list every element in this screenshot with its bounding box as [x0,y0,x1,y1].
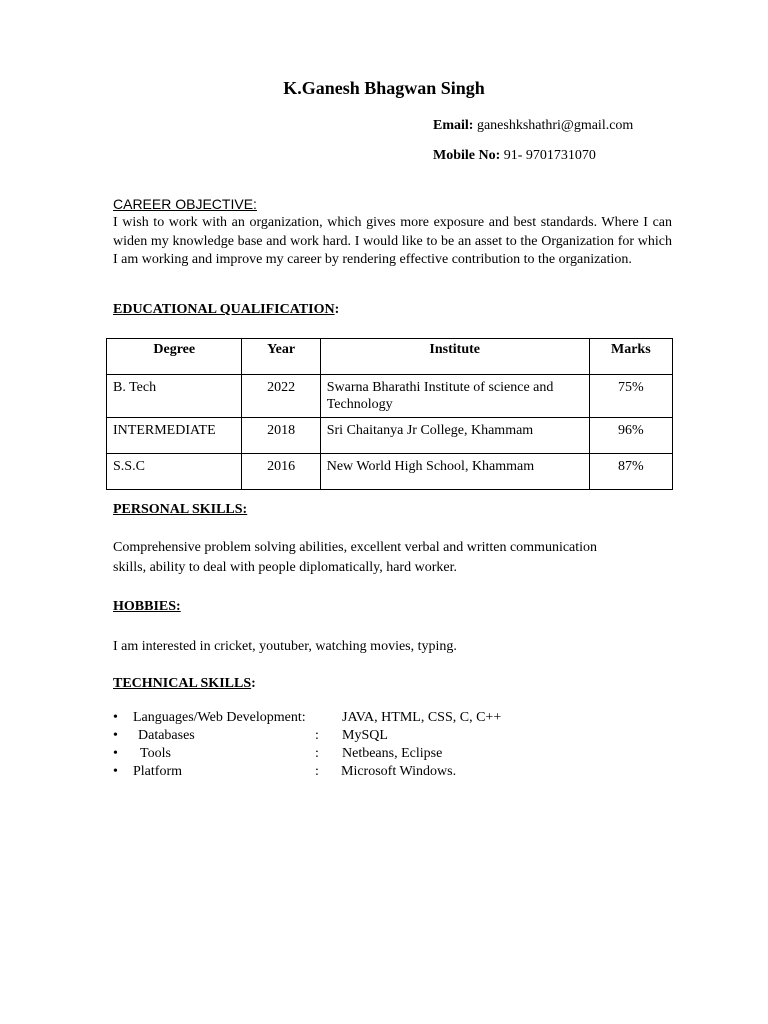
skill-label: Tools [140,746,171,761]
technical-skills-heading [113,676,256,692]
technical-skills-heading-suffix: : [251,676,256,691]
technical-skills-heading-label: TECHNICAL SKILLS [113,676,252,691]
table-header-row [107,339,673,375]
skill-value: Microsoft Windows. [341,764,457,779]
technical-skills-list [113,710,533,782]
email-line [433,118,633,134]
hobbies-heading: HOBBIES: [113,599,181,614]
education-table [106,338,673,490]
mobile-label: Mobile No: [433,148,501,163]
bullet-icon: • [113,746,118,761]
institute-cell: New World High School, Khammam [320,454,589,490]
bullet-icon: • [113,710,118,725]
email-label: Email: [433,118,474,133]
email-value: ganeshkshathri@gmail.com [476,118,634,133]
institute-cell: Swarna Bharathi Institute of science and Technology [320,375,589,418]
skill-label: Languages/Web Development: [133,710,306,725]
education-heading [113,302,339,318]
skill-label: Databases [138,728,195,743]
marks-cell: 75% [589,375,672,418]
education-heading-suffix: : [334,302,340,317]
skill-label: Platform [133,764,182,779]
resume-name: K.Ganesh Bhagwan Singh [283,78,485,98]
column-header-degree: Degree [107,339,242,375]
year-cell: 2022 [242,375,320,418]
skill-value: Netbeans, Eclipse [342,746,443,761]
table-row [107,454,673,490]
personal-skills-line: Comprehensive problem solving abilities, excellent verbal and written communication [113,540,598,555]
bullet-icon: • [113,764,118,779]
institute-cell: Sri Chaitanya Jr College, Khammam [320,418,589,454]
marks-cell: 96% [589,418,672,454]
degree-cell: INTERMEDIATE [107,418,242,454]
personal-skills-heading: PERSONAL SKILLS: [113,502,248,517]
degree-cell: S.S.C [107,454,242,490]
skill-value: MySQL [342,728,388,743]
list-item [113,728,533,746]
skill-colon: : [315,746,319,761]
skill-value: JAVA, HTML, CSS, C, C++ [342,710,502,725]
list-item [113,710,533,728]
list-item [113,746,533,764]
list-item [113,764,533,782]
bullet-icon: • [113,728,118,743]
career-objective-text: I wish to work with an organization, which gives more exposure and best standards. Where I can widen my knowledge base and work hard. I would like to be an asset to the Organization for which I am working and improve my career by rendering effective contribution to the organization. [113,215,672,267]
mobile-line [433,148,596,164]
skill-colon: : [315,764,319,779]
column-header-marks: Marks [589,339,672,375]
table-row [107,375,673,418]
mobile-value: 91- 9701731070 [503,148,596,163]
career-objective-heading: CAREER OBJECTIVE: [113,196,257,212]
skill-colon: : [315,728,319,743]
personal-skills-text [113,538,673,578]
year-cell: 2018 [242,418,320,454]
hobbies-text: I am interested in cricket, youtuber, watching movies, typing. [113,639,457,654]
personal-skills-line: skills, ability to deal with people diplomatically, hard worker. [113,560,457,575]
marks-cell: 87% [589,454,672,490]
column-header-institute: Institute [320,339,589,375]
education-heading-label: EDUCATIONAL QUALIFICATION [113,302,335,317]
column-header-year: Year [242,339,320,375]
year-cell: 2016 [242,454,320,490]
table-row [107,418,673,454]
degree-cell: B. Tech [107,375,242,418]
